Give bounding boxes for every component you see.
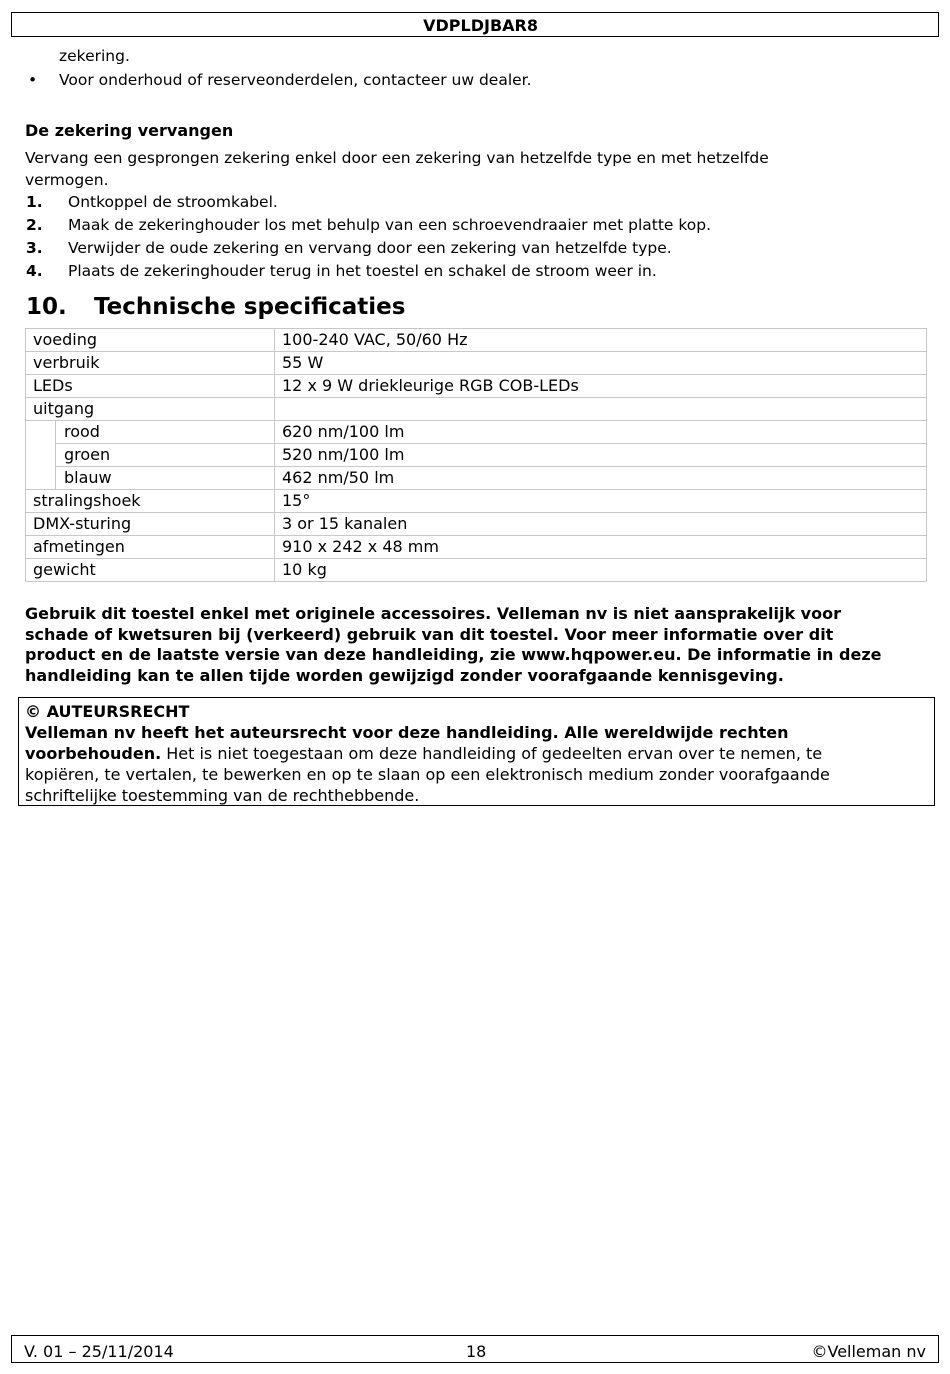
spec-value: 910 x 242 x 48 mm [275,536,927,559]
step-number: 4. [26,262,43,280]
copyright-box [18,697,935,806]
page-number: 18 [466,1342,487,1361]
copyright-bold-text: voorbehouden. [25,744,162,763]
step-number: 2. [26,216,43,234]
table-row [26,559,927,582]
spec-value: 55 W [275,352,927,375]
section-title-fuse: De zekering vervangen [25,121,234,140]
fuse-intro-line-2: vermogen. [25,171,109,189]
note-line: handleiding kan te allen tijde worden gewijzigd zonder voorafgaande kennisgeving. [25,665,784,685]
chapter-number: 10. [26,294,67,320]
disclaimer-note [25,604,935,686]
chapter-heading [26,294,405,320]
spec-value: 10 kg [275,559,927,582]
indent-cell [26,467,56,490]
spec-table [25,328,927,582]
document-model-title: VDPLDJBAR8 [423,16,538,35]
step-number: 1. [26,193,43,211]
table-row [26,329,927,352]
bullet-icon: • [28,71,38,89]
footer-company: ©Velleman nv [811,1342,926,1361]
spec-value: 100-240 VAC, 50/60 Hz [275,329,927,352]
spec-label: DMX-sturing [26,513,275,536]
spec-label: LEDs [26,375,275,398]
chapter-title: Technische specificaties [94,294,406,320]
page-header [11,12,939,37]
spec-label: uitgang [26,398,275,421]
table-row [26,513,927,536]
step-text: Plaats de zekeringhouder terug in het toestel en schakel de stroom weer in. [68,262,657,280]
spec-value [275,398,927,421]
continued-text: zekering. [59,47,130,65]
table-row [26,375,927,398]
step-text: Ontkoppel de stroomkabel. [68,193,278,211]
spec-label: voeding [26,329,275,352]
note-line: product en de laatste versie van deze handleiding, zie www.hqpower.eu. De informatie in deze [25,645,882,664]
fuse-intro-line-1: Vervang een gesprongen zekering enkel door een zekering van hetzelfde type en met hetzelfde [25,149,769,167]
table-row [26,352,927,375]
spec-sublabel: groen [56,444,275,467]
spec-label: stralingshoek [26,490,275,513]
copyright-line: Velleman nv heeft het auteursrecht voor deze handleiding. Alle wereldwijde rechten [25,723,789,742]
spec-value: 520 nm/100 lm [275,444,927,467]
spec-value: 620 nm/100 lm [275,421,927,444]
note-line: Gebruik dit toestel enkel met originele accessoires. Velleman nv is niet aansprakelijk voor [25,604,841,623]
table-row [26,421,927,444]
spec-label: gewicht [26,559,275,582]
table-row [26,467,927,490]
spec-value: 15° [275,490,927,513]
table-row [26,398,927,421]
copyright-line: kopiëren, te vertalen, te bewerken en op te slaan op een elektronisch medium zonder voorafgaande [25,765,830,784]
spec-sublabel: blauw [56,467,275,490]
copyright-title: © AUTEURSRECHT [25,702,190,721]
spec-label: verbruik [26,352,275,375]
step-text: Verwijder de oude zekering en vervang door een zekering van hetzelfde type. [68,239,672,257]
page-footer [11,1335,939,1363]
copyright-line [25,743,928,764]
table-row [26,490,927,513]
indent-cell [26,421,56,444]
copyright-line: schriftelijke toestemming van de rechthebbende. [25,786,420,805]
indent-cell [26,444,56,467]
list-item-text: Voor onderhoud of reserveonderdelen, contacteer uw dealer. [59,71,532,89]
spec-value: 462 nm/50 lm [275,467,927,490]
step-text: Maak de zekeringhouder los met behulp van een schroevendraaier met platte kop. [68,216,712,234]
spec-value: 3 or 15 kanalen [275,513,927,536]
spec-label: afmetingen [26,536,275,559]
spec-value: 12 x 9 W driekleurige RGB COB-LEDs [275,375,927,398]
copyright-text: Het is niet toegestaan om deze handleiding of gedeelten ervan over te nemen, te [161,744,823,763]
spec-sublabel: rood [56,421,275,444]
table-row [26,536,927,559]
note-line: schade of kwetsuren bij (verkeerd) gebruik van dit toestel. Voor meer informatie over dit [25,624,834,644]
table-row [26,444,927,467]
footer-version: V. 01 – 25/11/2014 [24,1342,174,1361]
step-number: 3. [26,239,43,257]
